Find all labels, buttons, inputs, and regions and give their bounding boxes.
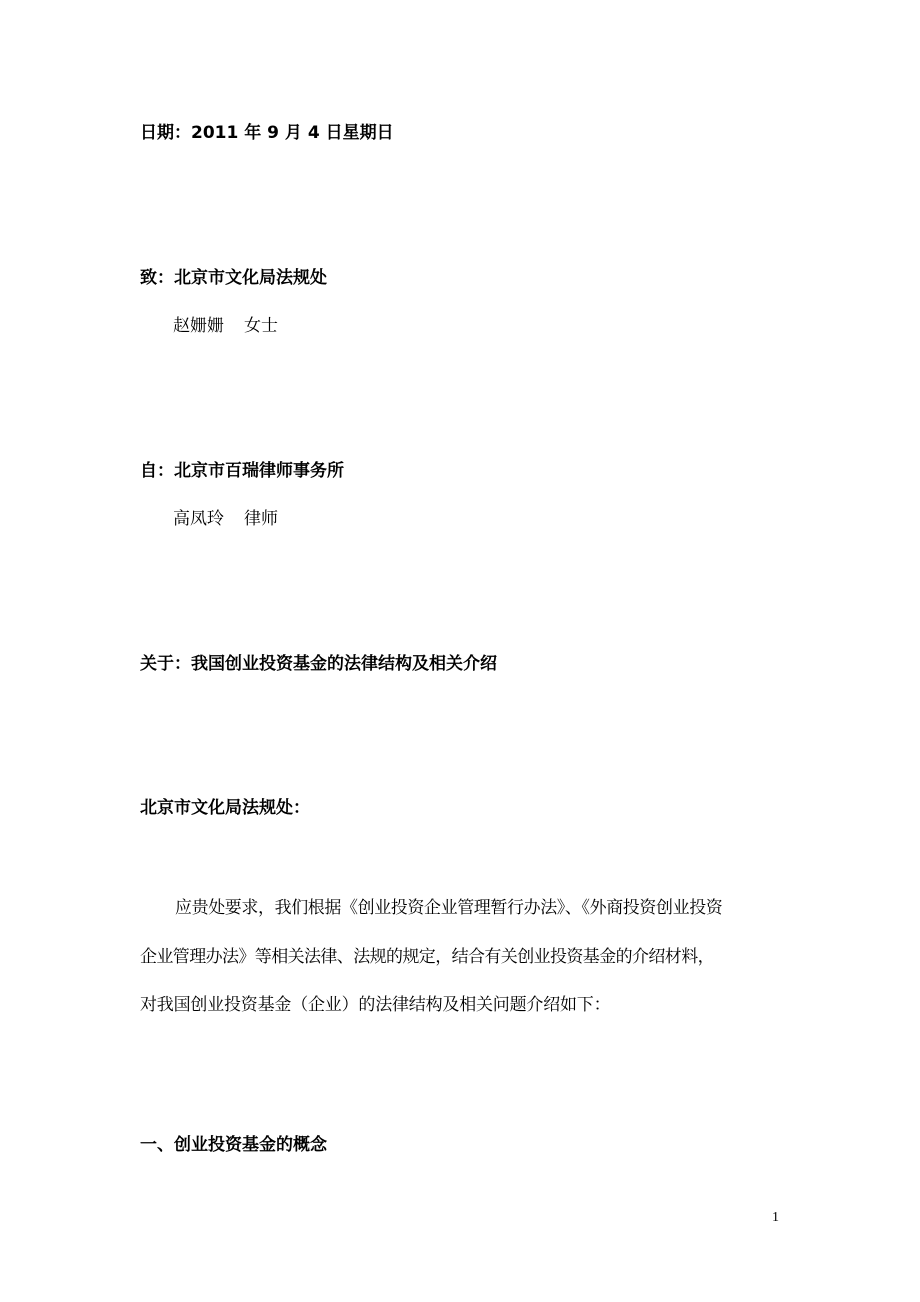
sender-name: 高凤玲 xyxy=(173,509,224,529)
sender-title: 律师 xyxy=(244,509,278,529)
subject-line: 关于：我国创业投资基金的法律结构及相关介绍 xyxy=(140,654,497,674)
recipient-person xyxy=(173,315,278,337)
recipient-title: 女士 xyxy=(244,316,278,336)
sender-person xyxy=(173,508,278,530)
page-number: 1 xyxy=(772,1210,779,1225)
paragraph-line-1: 应贵处要求，我们根据《创业投资企业管理暂行办法》、《外商投资创业投资 xyxy=(175,898,723,918)
paragraph-line-2: 企业管理办法》等相关法律、法规的规定，结合有关创业投资基金的介绍材料， xyxy=(140,947,714,967)
salutation: 北京市文化局法规处： xyxy=(140,798,310,818)
recipient-line: 致：北京市文化局法规处 xyxy=(140,268,327,288)
paragraph-line-3: 对我国创业投资基金（企业）的法律结构及相关问题介绍如下： xyxy=(140,995,611,1015)
sender-line: 自：北京市百瑞律师事务所 xyxy=(140,461,344,481)
recipient-name: 赵姗姗 xyxy=(173,316,224,336)
section-heading: 一、创业投资基金的概念 xyxy=(140,1135,327,1155)
date-line: 日期：2011 年 9 月 4 日星期日 xyxy=(140,123,394,143)
